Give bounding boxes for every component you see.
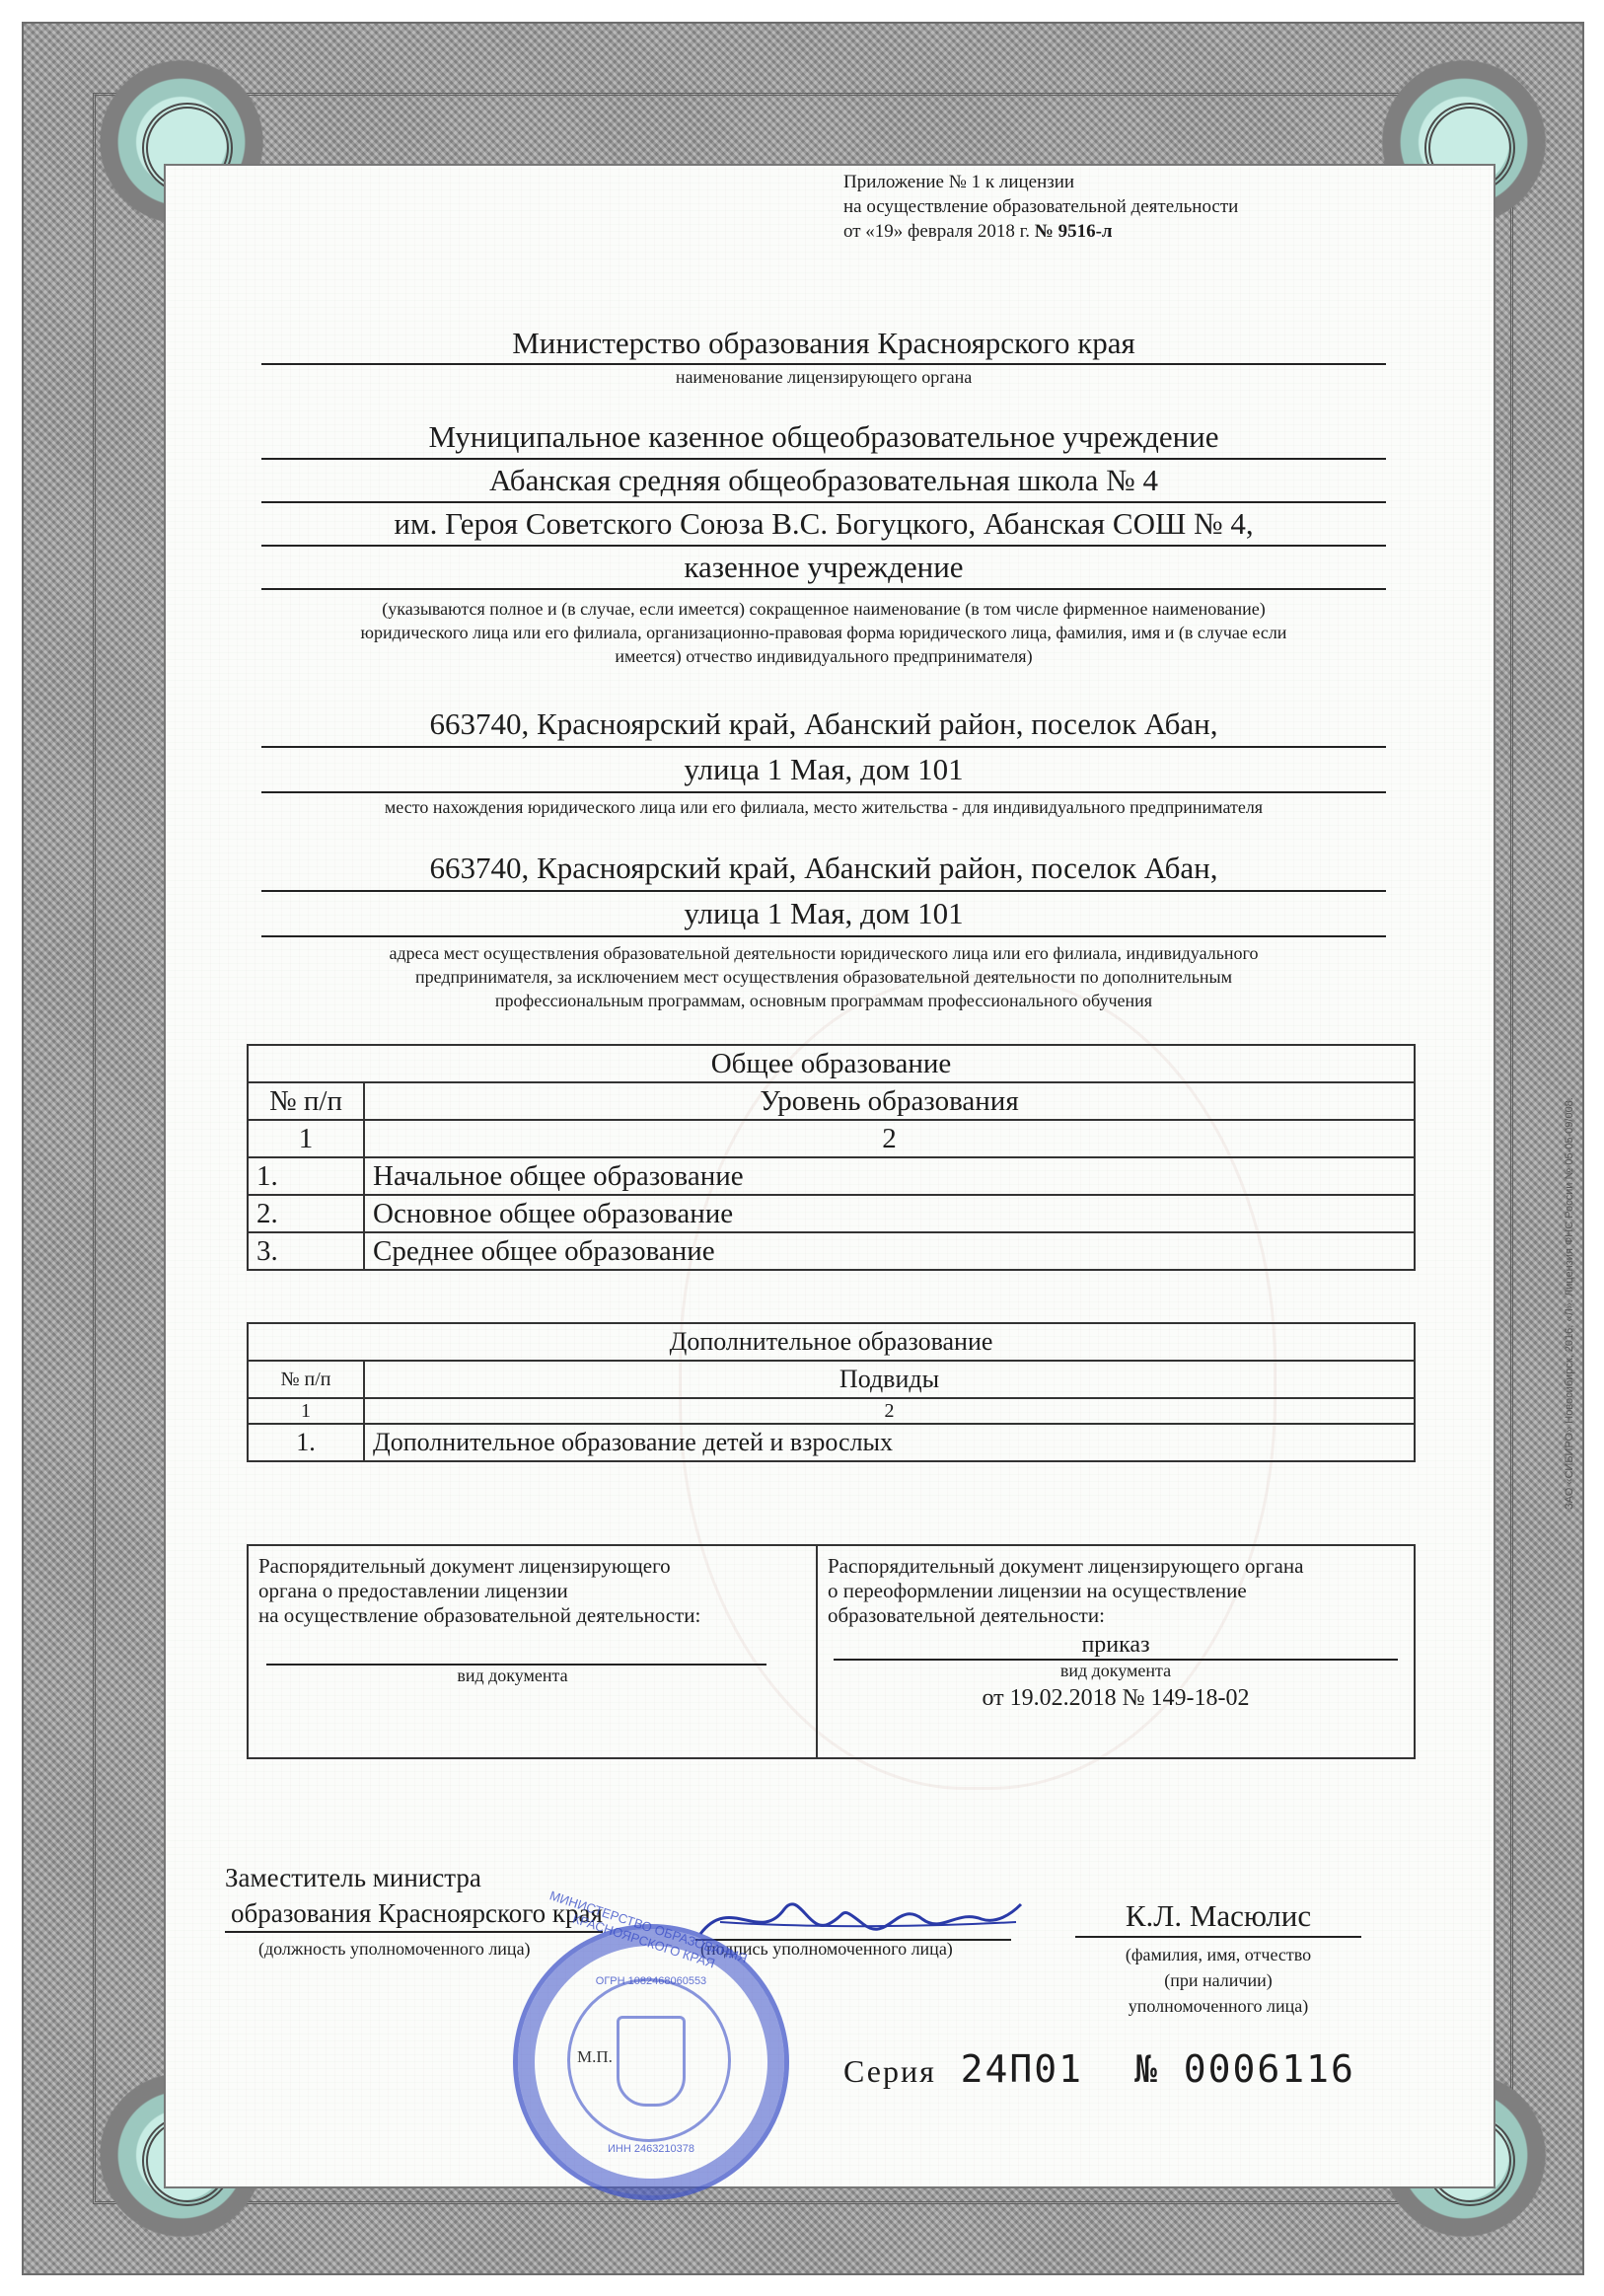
series-label: Серия — [843, 2053, 936, 2089]
general-education-title: Общее образование — [248, 1045, 1415, 1082]
table-index-row — [248, 1120, 1415, 1157]
appendix-line-2: на осуществление образовательной деятельности — [843, 196, 1239, 217]
signatory-name-caption — [1075, 1942, 1361, 2019]
grant-document-type — [266, 1636, 766, 1666]
index-cell-1: 1 — [248, 1120, 364, 1157]
reissue-document-line-2: о переоформлении лицензии на осуществление — [828, 1579, 1247, 1602]
organization-line-2: Абанская средняя общеобразовательная школа № 4 — [261, 460, 1386, 503]
column-header-level: Уровень образования — [364, 1082, 1415, 1120]
organization-line-1: Муниципальное казенное общеобразовательное учреждение — [261, 416, 1386, 460]
name-caption-line-2: (при наличии) — [1164, 1970, 1273, 1990]
organization-name — [261, 416, 1386, 590]
legal-address-line-1: 663740, Красноярский край, Абанский район, поселок Абан, — [261, 703, 1386, 748]
activity-address-caption-line-2: предпринимателя, за исключением мест осуществления образовательной деятельности по дополнительным — [414, 967, 1233, 987]
organization-caption-line-1: (указываются полное и (в случае, если имеется) сокращенное наименование (в том числе фирменное наименование) — [382, 599, 1266, 619]
additional-education-title: Дополнительное образование — [248, 1323, 1415, 1361]
table-title-row — [248, 1045, 1415, 1082]
grant-document-cell — [248, 1545, 817, 1758]
activity-address-caption-line-3: профессиональным программам, основным программам профессионального обучения — [494, 991, 1153, 1010]
table-header-row — [248, 1082, 1415, 1120]
column-header-number: № п/п — [248, 1361, 364, 1398]
activity-address-line-1: 663740, Красноярский край, Абанский район, поселок Абан, — [261, 847, 1386, 892]
grant-document-line-3: на осуществление образовательной деятельности: — [258, 1603, 701, 1627]
table-row — [248, 1232, 1415, 1270]
column-header-number: № п/п — [248, 1082, 364, 1120]
organization-line-4: казенное учреждение — [261, 547, 1386, 590]
table-title-row — [248, 1323, 1415, 1361]
table-row — [248, 1195, 1415, 1232]
reissue-document-line-1: Распорядительный документ лицензирующего органа — [828, 1554, 1304, 1578]
row-number: 1. — [248, 1424, 364, 1461]
appendix-date: от «19» февраля 2018 г. — [843, 221, 1030, 242]
number-value: 0006116 — [1183, 2047, 1355, 2091]
grant-document-line-1: Распорядительный документ лицензирующего — [258, 1554, 671, 1578]
signature-caption: (подпись уполномоченного лица) — [700, 1939, 953, 1959]
name-caption-line-1: (фамилия, имя, отчество — [1125, 1945, 1312, 1964]
appendix-line-1: Приложение № 1 к лицензии — [843, 172, 1075, 192]
reissue-document-line-3: образовательной деятельности: — [828, 1603, 1105, 1627]
position-caption: (должность уполномоченного лица) — [258, 1939, 531, 1959]
row-level: Среднее общее образование — [364, 1232, 1415, 1270]
number-label: № — [1134, 2047, 1159, 2091]
table-row — [248, 1157, 1415, 1195]
appendix-number: № 9516-л — [1034, 221, 1113, 242]
row-number: 1. — [248, 1157, 364, 1195]
reissue-document-cell — [817, 1545, 1415, 1758]
index-cell-1: 1 — [248, 1398, 364, 1424]
row-level: Начальное общее образование — [364, 1157, 1415, 1195]
activity-address — [261, 847, 1386, 937]
seal-outer-text: МИНИСТЕРСТВО ОБРАЗОВАНИЯ КРАСНОЯРСКОГО КРАЯ — [547, 1888, 750, 1971]
additional-education-table — [247, 1322, 1416, 1462]
grant-document-type-caption: вид документа — [457, 1666, 568, 1685]
column-header-subtype: Подвиды — [364, 1361, 1415, 1398]
position-line-2: образования Красноярского края — [225, 1895, 603, 1933]
name-caption-line-3: уполномоченного лица) — [1128, 1996, 1309, 2016]
series-value: 24П01 — [960, 2047, 1084, 2091]
blank-number — [1134, 2047, 1355, 2091]
table-row — [248, 1424, 1415, 1461]
index-cell-2: 2 — [364, 1398, 1415, 1424]
blank-series — [843, 2047, 1083, 2091]
organization-caption — [261, 597, 1386, 668]
appendix-date-line — [843, 219, 1376, 244]
general-education-table — [247, 1044, 1416, 1271]
row-level: Основное общее образование — [364, 1195, 1415, 1232]
reissue-document-type: приказ — [834, 1632, 1398, 1661]
reissue-document-type-caption: вид документа — [1059, 1661, 1172, 1680]
activity-address-line-2: улица 1 Мая, дом 101 — [261, 892, 1386, 937]
reissue-document-reference: от 19.02.2018 № 149-18-02 — [982, 1685, 1250, 1711]
appendix-header — [843, 170, 1376, 244]
printer-imprint: ЗАО «СИБИРО» Новосибирск, 2016, «Л». Лицензия ФНС России № 05-05-09/008. — [1564, 1097, 1575, 1510]
grant-document-line-2: органа о предоставлении лицензии — [258, 1579, 568, 1602]
seal-inn: ИНН 2463210378 — [607, 2143, 695, 2155]
organization-caption-line-3: имеется) отчество индивидуального предпринимателя) — [615, 646, 1033, 666]
seal-ogrn: ОГРН 1082468060553 — [595, 1975, 707, 1987]
position-line-1: Заместитель министра — [225, 1863, 481, 1892]
coat-of-arms-icon — [617, 2016, 686, 2107]
organization-line-3: им. Героя Советского Союза В.С. Богуцкого, Абанская СОШ № 4, — [261, 503, 1386, 547]
signatory-name: К.Л. Масюлис — [1075, 1896, 1361, 1938]
row-number: 3. — [248, 1232, 364, 1270]
administrative-documents-table — [247, 1544, 1416, 1759]
table-header-row — [248, 1361, 1415, 1398]
legal-address-line-2: улица 1 Мая, дом 101 — [261, 748, 1386, 793]
licensing-authority-caption: наименование лицензирующего органа — [675, 367, 973, 387]
legal-address — [261, 703, 1386, 793]
organization-caption-line-2: юридического лица или его филиала, организационно-правовая форма юридического лица, фамилия, имя и (в случае если — [360, 623, 1287, 642]
table-index-row — [248, 1398, 1415, 1424]
row-number: 2. — [248, 1195, 364, 1232]
legal-address-caption: место нахождения юридического лица или его филиала, место жительства - для индивидуального предпринимателя — [384, 797, 1264, 817]
activity-address-caption — [261, 941, 1386, 1012]
stamp-place-label: М.П. — [577, 2047, 613, 2066]
activity-address-caption-line-1: адреса мест осуществления образовательной деятельности юридического лица или его филиала, индивидуального — [389, 943, 1259, 963]
licensing-authority: Министерство образования Красноярского края — [261, 324, 1386, 365]
index-cell-2: 2 — [364, 1120, 1415, 1157]
row-subtype: Дополнительное образование детей и взрослых — [364, 1424, 1415, 1461]
